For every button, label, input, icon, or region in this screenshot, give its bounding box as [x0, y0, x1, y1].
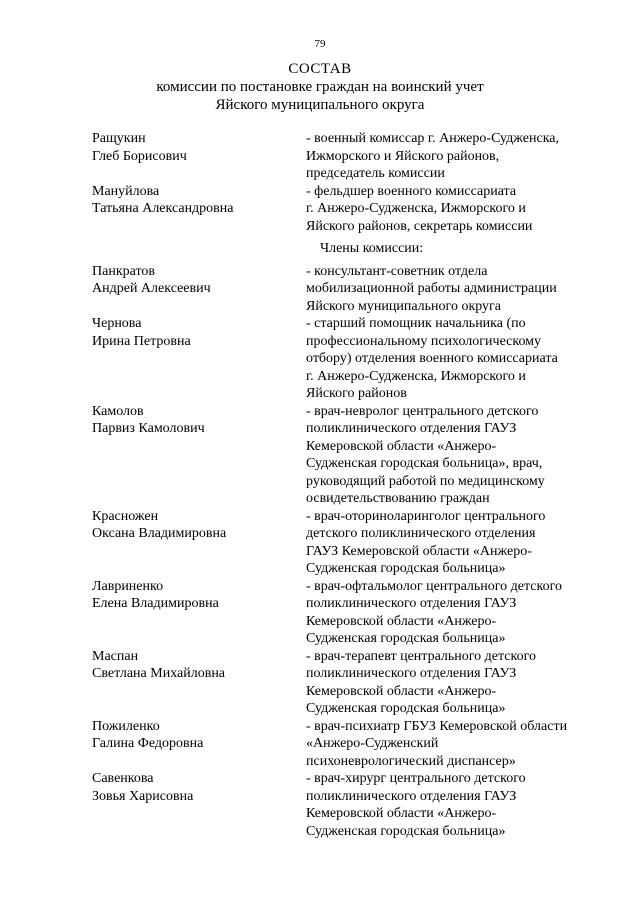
members-heading: Члены комиссии:	[320, 241, 424, 256]
member-entry	[0, 770, 640, 840]
title-line-3: Яйского муниципального округа	[215, 97, 425, 113]
commission-list	[0, 130, 640, 840]
member-entry	[0, 263, 640, 316]
member-given-names: Парвиз Камолович	[92, 421, 205, 436]
member-name	[0, 508, 306, 578]
member-role: - врач-офтальмолог центрального детского поликлинического отделения ГАУЗ Кемеровской области «Анжеро- Судженская городская больница»	[306, 578, 563, 646]
member-surname: Савенкова	[92, 771, 154, 786]
member-name	[0, 315, 306, 403]
member-surname: Красножен	[92, 508, 159, 524]
member-entry	[0, 508, 640, 578]
member-role: - врач-невролог центрального детского поликлинического отделения ГАУЗ Кемеровской области «Анжеро- Судженская городская больница», врач, руководящий работой по медицинскому освидетельствованию граждан	[306, 403, 545, 506]
member-surname: Ращукин	[92, 131, 146, 146]
member-name	[0, 578, 306, 648]
member-role: - военный комиссар г. Анжеро-Судженска, Ижморского и Яйского районов, председатель комиссии	[306, 131, 560, 181]
member-role: - врач-психиатр ГБУЗ Кемеровской области «Анжеро-Судженский психоневрологический диспансер»	[306, 718, 568, 769]
title-line-2: комиссии по постановке граждан на воинский учет	[156, 79, 484, 95]
page-number: 79	[314, 38, 326, 50]
member-name	[0, 648, 306, 718]
member-surname: Мануйлова	[92, 183, 160, 199]
member-role: - консультант-советник отдела мобилизационной работы администрации Яйского муниципального округа	[306, 263, 557, 314]
member-entry	[0, 315, 640, 403]
member-entry	[0, 648, 640, 718]
member-surname: Панкратов	[92, 263, 156, 279]
member-given-names: Елена Владимировна	[92, 596, 219, 611]
member-given-names: Светлана Михайловна	[92, 666, 226, 681]
member-role: - врач-хирург центрального детского поликлинического отделения ГАУЗ Кемеровской области «Анжеро- Судженская городская больница»	[306, 771, 526, 839]
member-name	[0, 718, 306, 771]
member-role: - врач-оториноларинголог центрального детского поликлинического отделения ГАУЗ Кемеровской области «Анжеро- Судженская городская больница»	[306, 508, 546, 576]
member-surname: Пожиленко	[92, 718, 160, 734]
member-surname: Лавриненко	[92, 578, 164, 594]
member-given-names: Зовья Харисовна	[92, 788, 194, 804]
member-name	[0, 770, 306, 840]
member-name	[0, 130, 306, 183]
member-given-names: Глеб Борисович	[92, 148, 187, 164]
member-entry	[0, 718, 640, 771]
member-given-names: Галина Федоровна	[92, 736, 204, 751]
member-role: - фельдшер военного комиссариата г. Анжеро-Судженска, Ижморского и Яйского районов, секретарь комиссии	[306, 183, 533, 234]
member-role: - старший помощник начальника (по профессиональному психологическому отбору) отделения военного комиссариата г. Анжеро-Судженска, Ижморского и Яйского районов	[306, 316, 558, 401]
title-main: СОСТАВ	[288, 61, 352, 77]
member-given-names: Оксана Владимировна	[92, 526, 227, 541]
document-title	[0, 60, 640, 114]
member-given-names: Ирина Петровна	[92, 333, 191, 349]
member-surname: Камолов	[92, 403, 144, 419]
member-surname: Маспан	[92, 648, 139, 664]
member-role: - врач-терапевт центрального детского поликлинического отделения ГАУЗ Кемеровской области «Анжеро- Судженская городская больница»	[306, 648, 536, 716]
member-name	[0, 403, 306, 508]
member-entry	[0, 403, 640, 508]
member-name	[0, 263, 306, 316]
member-given-names: Андрей Алексеевич	[92, 281, 211, 296]
member-given-names: Татьяна Александровна	[92, 201, 234, 216]
member-entry-secretary	[0, 183, 640, 236]
member-surname: Чернова	[92, 316, 142, 331]
member-entry	[0, 578, 640, 648]
member-name	[0, 183, 306, 236]
member-entry-chairman	[0, 130, 640, 183]
